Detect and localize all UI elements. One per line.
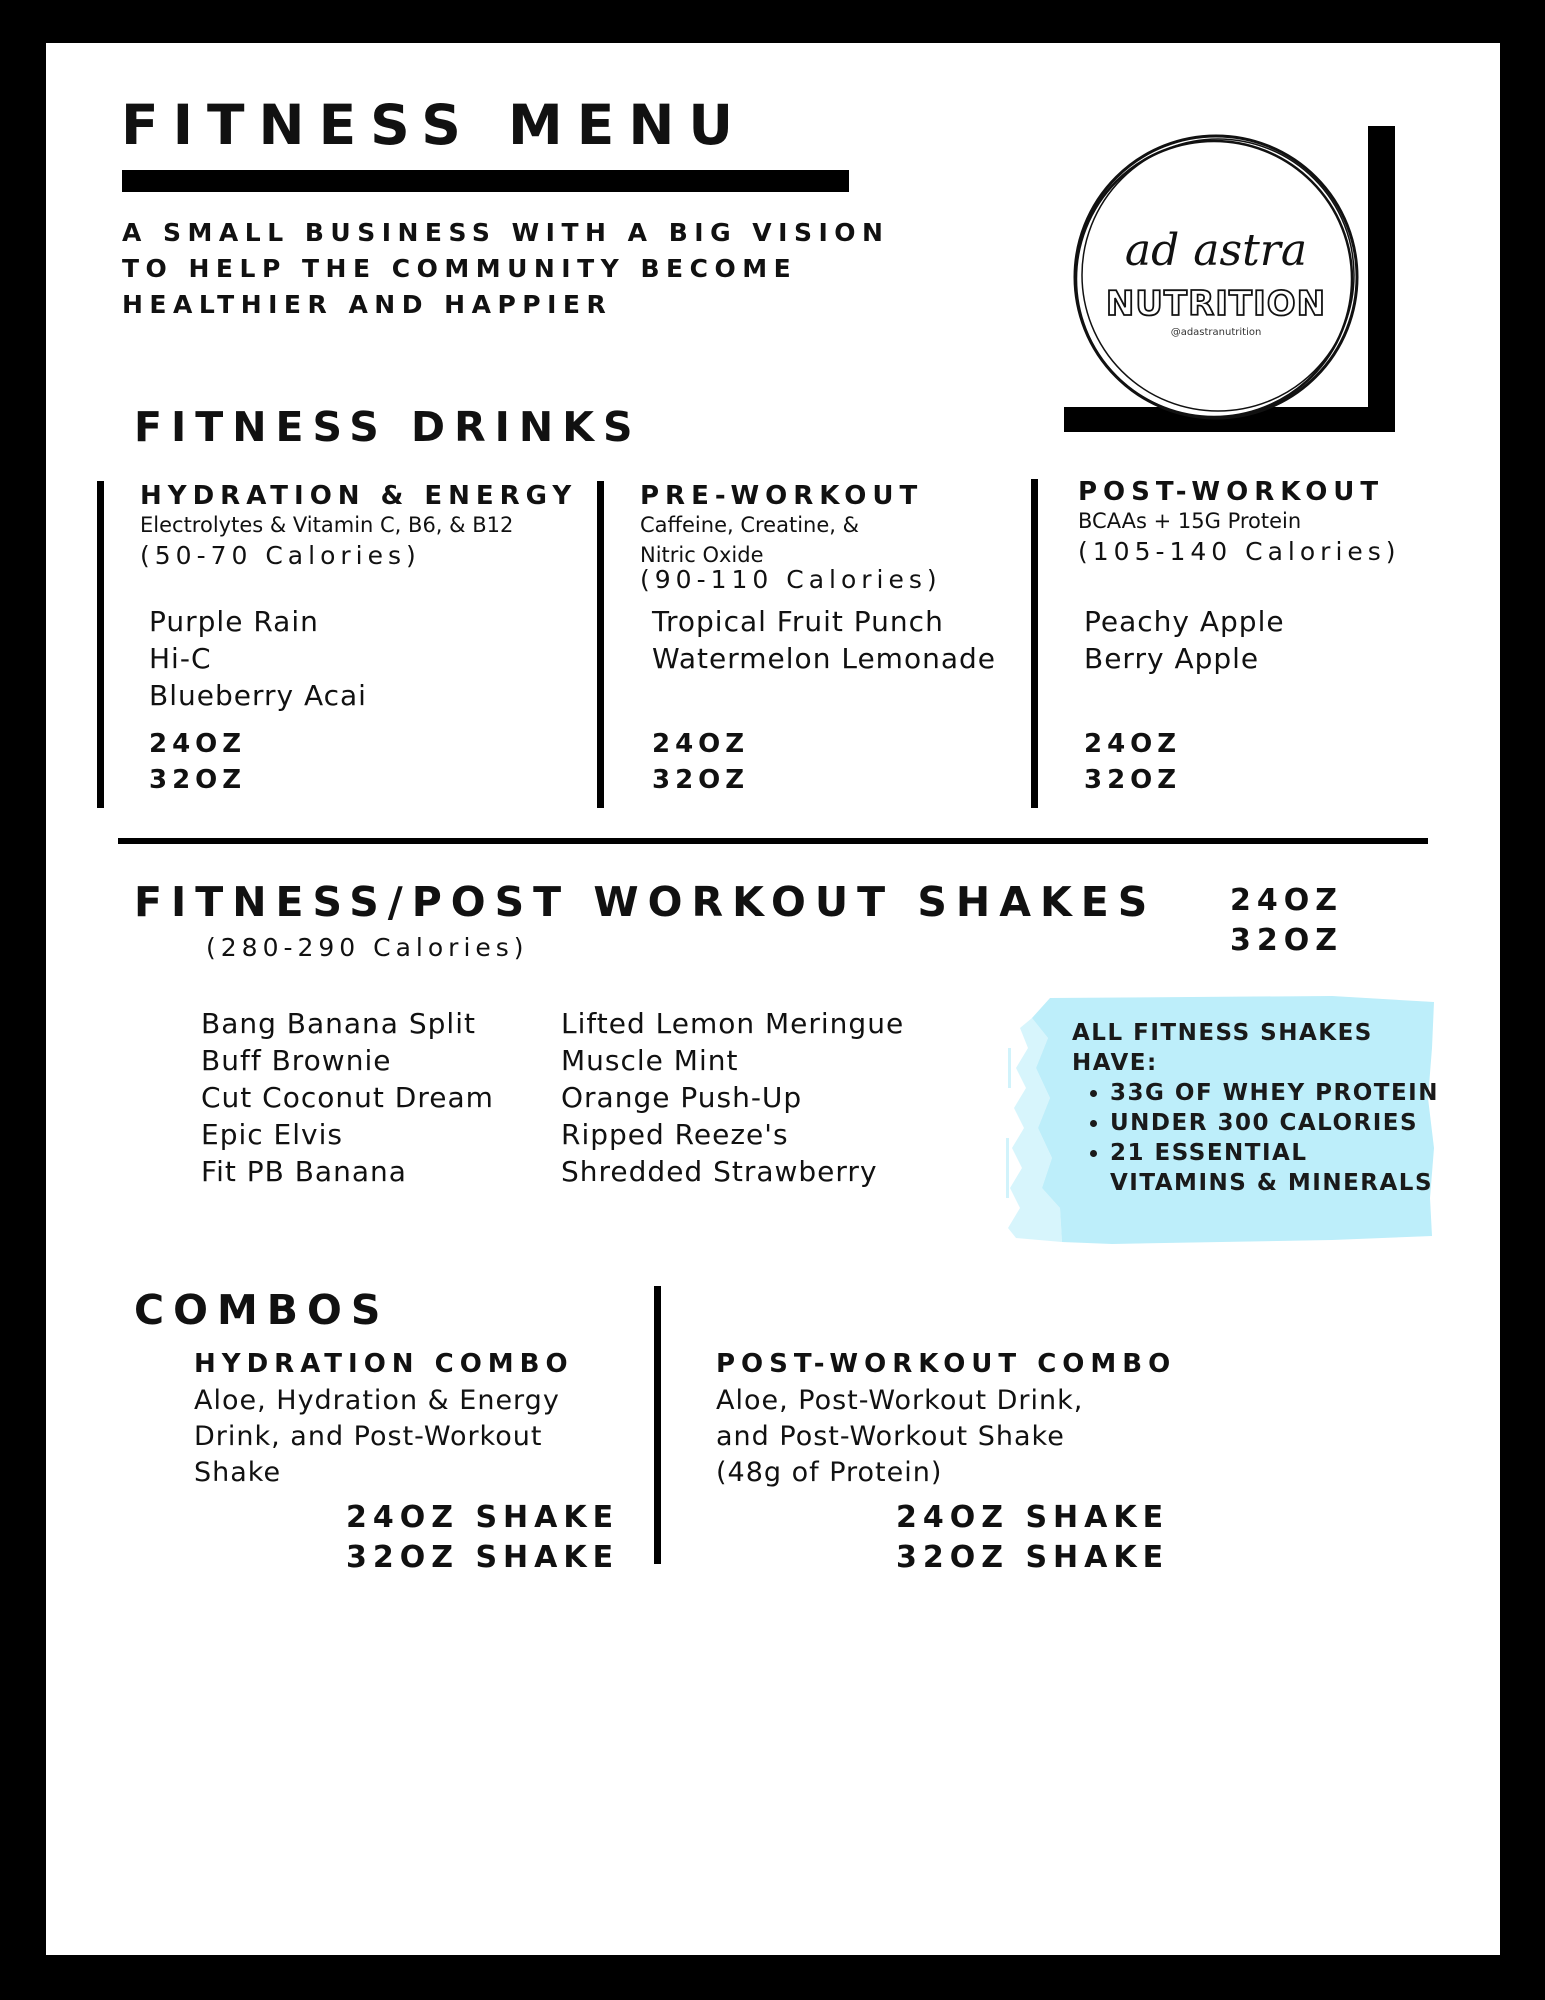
shake-item: Cut Coconut Dream [201, 1081, 494, 1114]
size-list [1084, 726, 1181, 798]
callout-bullet: • 33G OF WHEY PROTEIN [1110, 1078, 1439, 1108]
tagline [122, 215, 889, 323]
size-option: 24OZ [149, 729, 247, 759]
flavor-item: Hi-C [149, 642, 212, 675]
column-subtitle: Electrolytes & Vitamin C, B6, & B12 [140, 513, 514, 537]
calorie-range: (105-140 Calories) [1078, 537, 1401, 566]
combo-description-line: Shake [194, 1457, 282, 1488]
column-divider [597, 481, 604, 808]
column-divider [1031, 479, 1038, 808]
combo-description-line: (48g of Protein) [716, 1457, 943, 1488]
shake-item: Fit PB Banana [201, 1155, 407, 1188]
drink-column-post-workout [1078, 477, 1401, 566]
shake-list-left [201, 1005, 494, 1190]
flavor-item: Peachy Apple [1084, 605, 1285, 638]
shake-item: Orange Push-Up [561, 1081, 803, 1114]
menu-page [46, 43, 1500, 1955]
flavor-item: Berry Apple [1084, 642, 1260, 675]
logo-handle-text: @adastranutrition [1170, 327, 1262, 338]
size-option: 32OZ [652, 765, 750, 795]
combo-description-line: Aloe, Post-Workout Drink, [716, 1385, 1084, 1416]
callout-bullet-continuation: VITAMINS & MINERALS [1110, 1170, 1434, 1196]
size-option: 24OZ [1084, 729, 1182, 759]
column-subtitle: Caffeine, Creatine, & [640, 513, 859, 537]
size-option: 32OZ [1230, 923, 1344, 958]
shake-size-list [1230, 881, 1343, 961]
column-title: HYDRATION & ENERGY [140, 481, 578, 511]
column-title: PRE-WORKOUT [640, 481, 924, 511]
tagline-line: HEALTHIER AND HAPPIER [122, 290, 613, 319]
combo-size-list [896, 1498, 1170, 1578]
shake-callout-text [1072, 1018, 1439, 1198]
shake-item: Bang Banana Split [201, 1007, 476, 1040]
shake-item: Lifted Lemon Meringue [561, 1007, 905, 1040]
combo-title: POST-WORKOUT COMBO [716, 1349, 1177, 1379]
combo-size-option: 24OZ SHAKE [896, 1500, 1170, 1535]
callout-heading: ALL FITNESS SHAKES [1072, 1020, 1373, 1046]
column-subtitle: Nitric Oxide [640, 543, 764, 567]
shake-item: Ripped Reeze's [561, 1118, 789, 1151]
flavor-list [652, 603, 996, 677]
combo-description [194, 1383, 574, 1491]
combo-size-option: 32OZ SHAKE [346, 1540, 620, 1575]
flavor-item: Purple Rain [149, 605, 319, 638]
combo-description-line: and Post-Workout Shake [716, 1421, 1065, 1452]
callout-bullet: • 21 ESSENTIAL [1110, 1138, 1439, 1168]
calorie-range: (90-110 Calories) [640, 565, 942, 594]
brand-logo [1044, 105, 1384, 445]
shake-item: Buff Brownie [201, 1044, 392, 1077]
shakes-heading: FITNESS/POST WORKOUT SHAKES [134, 878, 1157, 926]
size-option: 32OZ [149, 765, 247, 795]
drink-column-hydration [140, 481, 577, 570]
shake-item: Epic Elvis [201, 1118, 343, 1151]
column-subtitle: BCAAs + 15G Protein [1078, 509, 1302, 533]
combo-post-workout [716, 1349, 1176, 1491]
size-list [149, 726, 246, 798]
combo-size-list [346, 1498, 620, 1578]
combo-description-line: Aloe, Hydration & Energy [194, 1385, 560, 1416]
size-list [652, 726, 749, 798]
tagline-line: A SMALL BUSINESS WITH A BIG VISION [122, 218, 890, 247]
size-option: 32OZ [1084, 765, 1182, 795]
size-option: 24OZ [1230, 883, 1344, 918]
flavor-list [1084, 603, 1285, 677]
calorie-range: (280-290 Calories) [206, 933, 529, 962]
logo-brand-text: NUTRITION [1105, 284, 1327, 324]
callout-bullet: • UNDER 300 CALORIES [1110, 1108, 1439, 1138]
section-divider [118, 838, 1428, 844]
flavor-item: Tropical Fruit Punch [652, 605, 944, 638]
drink-column-pre-workout [640, 481, 942, 594]
combo-hydration [194, 1349, 574, 1491]
logo-script-text: ad astra [1124, 225, 1308, 276]
tagline-line: TO HELP THE COMMUNITY BECOME [122, 254, 798, 283]
callout-heading: HAVE: [1072, 1050, 1158, 1076]
combo-title: HYDRATION COMBO [194, 1349, 574, 1379]
combos-heading: COMBOS [134, 1286, 390, 1334]
shake-list-right [561, 1005, 904, 1190]
combo-description-line: Drink, and Post-Workout [194, 1421, 543, 1452]
flavor-item: Blueberry Acai [149, 679, 367, 712]
flavor-list [149, 603, 367, 714]
combo-size-option: 32OZ SHAKE [896, 1540, 1170, 1575]
shake-item: Muscle Mint [561, 1044, 739, 1077]
column-title: POST-WORKOUT [1078, 477, 1385, 507]
flavor-item: Watermelon Lemonade [652, 642, 996, 675]
combo-description [716, 1383, 1176, 1491]
column-divider [654, 1286, 661, 1564]
title-underline-bar [122, 170, 849, 192]
callout-bullet-list [1072, 1078, 1439, 1168]
logo-circle-icon [1044, 105, 1384, 445]
fitness-drinks-heading: FITNESS DRINKS [134, 403, 642, 451]
shake-item: Shredded Strawberry [561, 1155, 878, 1188]
calorie-range: (50-70 Calories) [140, 541, 421, 570]
size-option: 24OZ [652, 729, 750, 759]
column-divider [97, 481, 104, 808]
page-title: FITNESS MENU [121, 93, 748, 157]
combo-size-option: 24OZ SHAKE [346, 1500, 620, 1535]
